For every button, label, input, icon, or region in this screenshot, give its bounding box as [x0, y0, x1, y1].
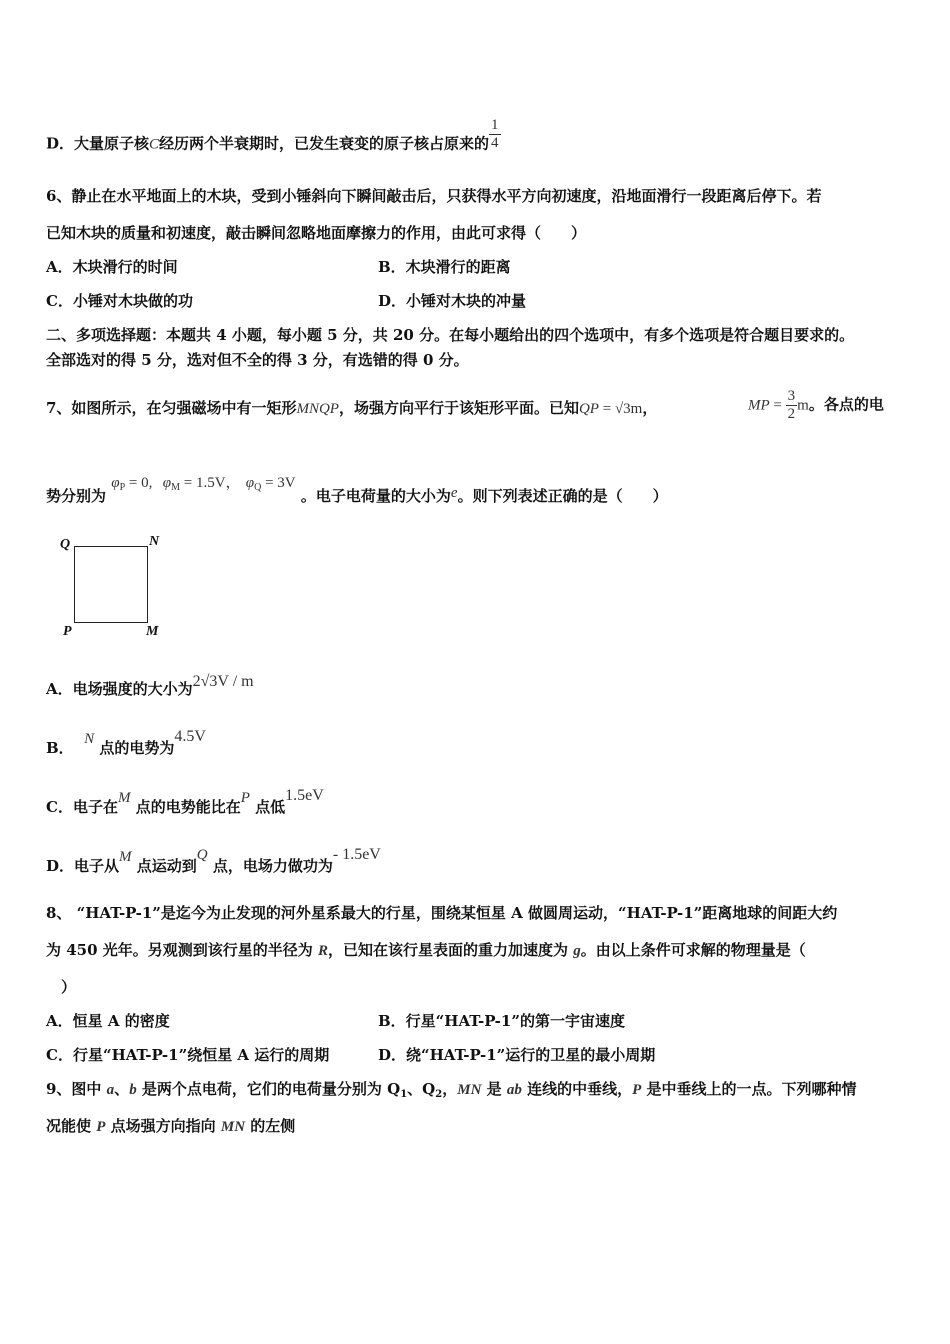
- q8-stem-line3: ）: [46, 978, 77, 996]
- q8-option-b: B．行星“HAT-P-1”的第一宇宙速度: [378, 1012, 625, 1030]
- q8-option-a: A．恒星 A 的密度: [46, 1012, 170, 1030]
- fraction-numerator: 3: [787, 388, 796, 404]
- q6-option-a: A．木块滑行的时间: [46, 258, 178, 276]
- q6-option-b: B．木块滑行的距离: [378, 258, 511, 276]
- q7-potentials: [111, 473, 295, 491]
- q9-var-ab: ab: [506, 1082, 522, 1098]
- q9-var-a: a: [106, 1082, 115, 1098]
- q7-qp-eq: =: [598, 401, 615, 417]
- q9-q2-sub: 2: [435, 1089, 443, 1100]
- fraction-three-halves: [786, 388, 798, 423]
- q7-option-d-var2: Q: [196, 847, 208, 863]
- q7-rect-name: MNQP: [296, 401, 339, 417]
- q9-text-c: 是两个点电荷，它们的电荷量分别为 Q: [136, 1080, 401, 1098]
- q7-option-b-var: N: [84, 731, 95, 747]
- q6-option-c: C．小锤对木块做的功: [46, 292, 193, 310]
- fraction-numerator: 1: [491, 117, 499, 133]
- q7-qp-lhs: QP: [578, 401, 599, 417]
- q7-text-a: 7、如图所示，在匀强磁场中有一矩形: [46, 399, 297, 417]
- q6-stem-line2: 已知木块的质量和初速度，敲击瞬间忽略地面摩擦力的作用，由此可求得（ ）: [46, 224, 587, 242]
- q9-text-a: 9、图中: [46, 1080, 107, 1098]
- q9-var-p: P: [632, 1082, 642, 1098]
- q7-text-l2b: 。电子电荷量的大小为: [300, 487, 451, 505]
- fraction-one-quarter: [489, 117, 501, 152]
- q7-option-d-value: - 1.5eV: [332, 846, 381, 863]
- q9-text-f: 是: [481, 1080, 507, 1098]
- q9-q1-sub: 1: [400, 1089, 408, 1100]
- phi-m-value: = 1.5V，: [180, 475, 241, 491]
- fraction-denominator: 2: [787, 406, 796, 422]
- section2-heading-line1: 二、多项选择题：本题共 4 小题，每小题 5 分，共 20 分。在每小题给出的四个选项中，有多个选项是符合题目要求的。: [46, 326, 855, 344]
- q8-stem-line2: [46, 940, 806, 961]
- q6-stem-line1: 6、静止在水平地面上的木块，受到小锤斜向下瞬间敲击后，只获得水平方向初速度，沿地面滑行一段距离后停下。若: [46, 187, 822, 205]
- q9-stem-line1: [46, 1079, 857, 1105]
- q7-comma: ，: [642, 399, 658, 417]
- q9-text-g: 连线的中垂线，: [521, 1080, 633, 1098]
- phi-p-symbol: φ: [111, 475, 120, 491]
- q7-text-b: ，场强方向平行于该矩形平面。已知: [338, 399, 579, 417]
- section2-heading-line2: 全部选对的得 5 分，选对但不全的得 3 分，有选错的得 0 分。: [46, 351, 469, 369]
- q9-text-b: 、: [114, 1080, 130, 1098]
- q7-text-l2c: 。则下列表述正确的是（ ）: [457, 487, 668, 505]
- label-n: N: [149, 534, 160, 549]
- q7-stem-line2: [46, 475, 668, 512]
- q7-stem-line1: [46, 398, 657, 419]
- q6-option-d: D．小锤对木块的冲量: [378, 292, 527, 310]
- q7-mp-unit: m: [797, 397, 809, 414]
- q7-option-a-value: 2√3V / m: [192, 673, 254, 690]
- q9-var-b: b: [129, 1082, 137, 1098]
- q5-option-d-text: D．大量原子核: [46, 134, 150, 153]
- q7-option-d: [46, 846, 381, 877]
- q9-text-l2c: 的左侧: [245, 1117, 296, 1135]
- q9-text-h: 是中垂线上的一点。下列哪种情: [641, 1080, 857, 1098]
- phi-q-value: = 3V: [261, 475, 296, 491]
- q7-option-b-text: 点的电势为: [99, 739, 175, 757]
- q7-e-symbol: e: [450, 485, 458, 501]
- q7-option-c: [46, 787, 324, 818]
- q7-option-c-end: 点低: [255, 798, 286, 816]
- q9-var-mn2: MN: [220, 1119, 246, 1135]
- q7-option-d-end: 点，电场力做功为: [212, 857, 333, 875]
- phi-m-sub: M: [171, 482, 181, 493]
- phi-q-sub: Q: [254, 482, 262, 493]
- q8-option-c: C．行星“HAT-P-1”绕恒星 A 运行的周期: [46, 1046, 330, 1064]
- q9-text-l2a: 况能使: [46, 1117, 97, 1135]
- label-q: Q: [60, 537, 71, 552]
- phi-p-sub: P: [119, 482, 126, 493]
- q7-qp-unit: m: [630, 401, 643, 417]
- q8-stem-line1: 8、 “HAT-P-1”是迄今为止发现的河外星系最大的行星，围绕某恒星 A 做圆周运动，“HAT-P-1”距离地球的间距大约: [46, 904, 838, 922]
- q9-text-d: 、Q: [407, 1080, 436, 1098]
- phi-p-value: = 0,: [125, 475, 153, 491]
- q7-option-b-value: 4.5V: [174, 728, 206, 745]
- q7-option-c-value: 1.5eV: [285, 787, 324, 804]
- q7-mp-eq: =: [769, 397, 786, 414]
- q9-text-l2b: 点场强方向指向: [105, 1117, 221, 1135]
- q7-option-d-mid: 点运动到: [136, 857, 197, 875]
- q9-stem-line2: [46, 1116, 295, 1137]
- q7-option-b: [46, 728, 206, 759]
- q7-option-c-prefix: C．电子在: [46, 798, 118, 816]
- rectangle-mnqp: [74, 546, 148, 623]
- phi-q-symbol: φ: [245, 475, 255, 491]
- q9-text-e: ，: [442, 1080, 458, 1098]
- q5-option-d: [46, 117, 501, 162]
- q9-var-mn: MN: [457, 1082, 482, 1098]
- label-m: M: [146, 624, 159, 639]
- q7-text-l2a: 势分别为: [46, 487, 107, 505]
- q7-text-c: 。各点的电: [808, 395, 884, 414]
- q5-option-d-var: C: [149, 136, 160, 153]
- q7-option-c-var2: P: [240, 790, 250, 806]
- q7-option-b-prefix: B．: [46, 739, 74, 757]
- q7-option-c-var1: M: [117, 790, 131, 806]
- q8-text-a: 为 450 光年。另观测到该行星的半径为: [46, 941, 318, 959]
- q8-var-g: g: [573, 943, 581, 959]
- q7-option-d-prefix: D．电子从: [46, 857, 120, 875]
- q8-text-c: 。由以上条件可求解的物理量是（: [580, 941, 806, 959]
- label-p: P: [63, 624, 72, 639]
- q7-option-a-text: A．电场强度的大小为: [46, 680, 193, 698]
- q9-var-p2: P: [96, 1119, 106, 1135]
- q7-mp-expression: [748, 388, 884, 423]
- q7-mp-lhs: MP: [748, 397, 770, 414]
- q7-option-a: [46, 673, 254, 700]
- q5-option-d-rest: 经历两个半衰期时，已发生衰变的原子核占原来的: [159, 134, 490, 153]
- q8-var-r: R: [317, 943, 328, 959]
- q8-option-d: D．绕“HAT-P-1”运行的卫星的最小周期: [378, 1046, 656, 1064]
- q7-option-d-var1: M: [119, 849, 132, 865]
- fraction-denominator: 4: [491, 135, 499, 151]
- q8-text-b: ，已知在该行星表面的重力加速度为: [328, 941, 574, 959]
- phi-m-symbol: φ: [162, 475, 172, 491]
- q7-option-c-mid: 点的电势能比在: [135, 798, 241, 816]
- q7-qp-radical: √3: [614, 401, 631, 417]
